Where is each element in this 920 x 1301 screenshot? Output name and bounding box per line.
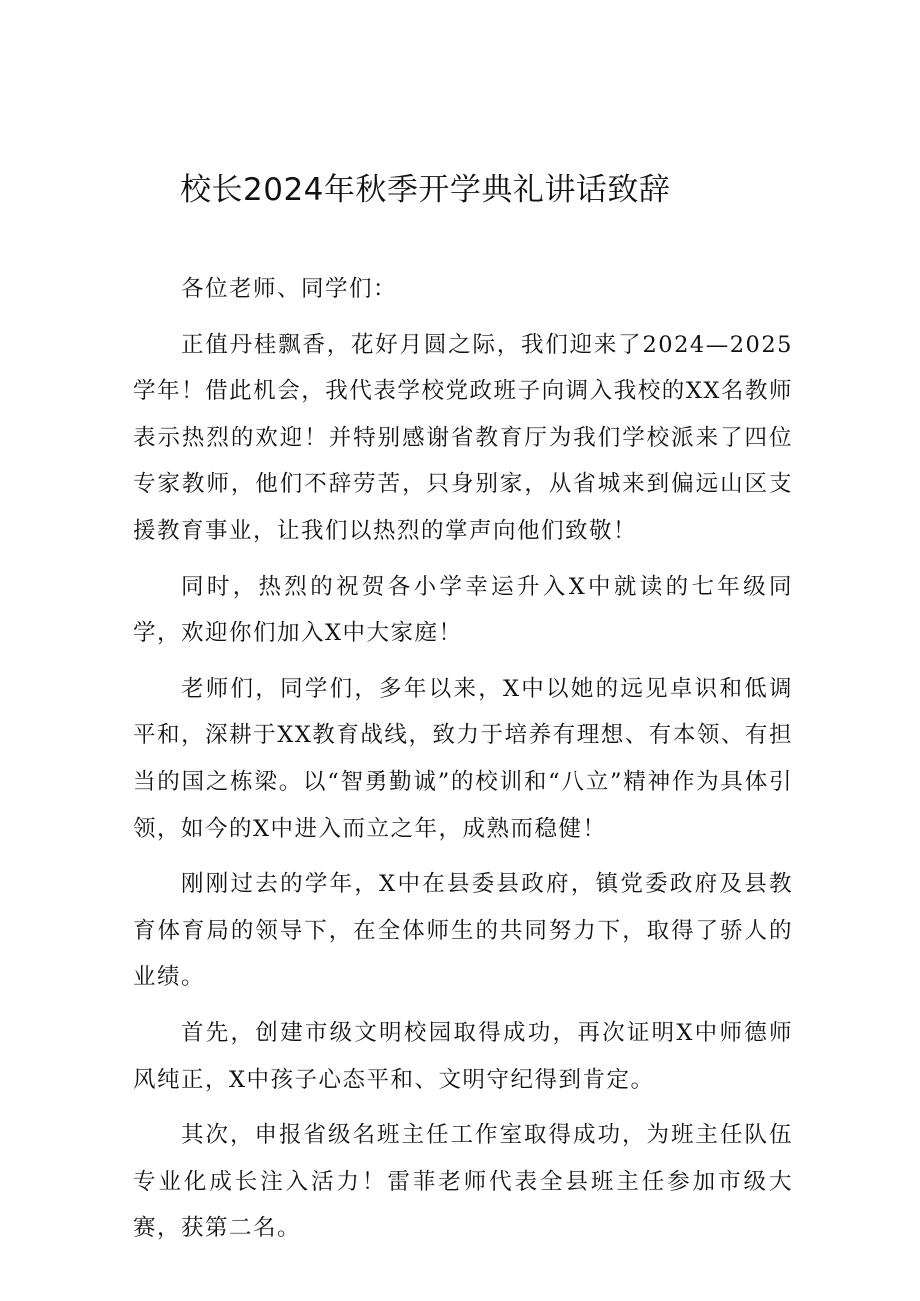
paragraph-school-history: 老师们，同学们，多年以来，X中以她的远见卓识和低调平和，深耕于XX教育战线，致力于培养有理想、有本领、有担当的国之栋梁。以“智勇勤诚”的校训和“八立”精神作为具体引领，如今的X中进入而立之年，成熟而稳健！	[133, 675, 793, 842]
paragraph-welcome: 正值丹桂飘香，花好月圆之际，我们迎来了2024—2025学年！借此机会，我代表学校党政班子向调入我校的XX名教师表示热烈的欢迎！并特别感谢省教育厅为我们学校派来了四位专家教师，他们不辞劳苦，只身别家，从省城来到偏远山区支援教育事业，让我们以热烈的掌声向他们致敬！	[133, 331, 793, 544]
paragraph-past-year: 刚刚过去的学年，X中在县委县政府，镇党委政府及县教育体育局的领导下，在全体师生的共同努力下，取得了骄人的业绩。	[133, 871, 793, 991]
paragraph-second-achievement: 其次，申报省级名班主任工作室取得成功，为班主任队伍专业化成长注入活力！雷菲老师代表全县班主任参加市级大赛，获第二名。	[133, 1122, 793, 1242]
paragraph-first-achievement: 首先，创建市级文明校园取得成功，再次证明X中师德师风纯正，X中孩子心态平和、文明守纪得到肯定。	[133, 1019, 793, 1093]
paragraph-congratulations: 同时，热烈的祝贺各小学幸运升入X中就读的七年级同学，欢迎你们加入X中大家庭！	[133, 573, 793, 647]
document-title: 校长2024年秋季开学典礼讲话致辞	[180, 172, 671, 208]
paragraph-greeting: 各位老师、同学们：	[181, 276, 398, 302]
document-body	[133, 266, 793, 1261]
